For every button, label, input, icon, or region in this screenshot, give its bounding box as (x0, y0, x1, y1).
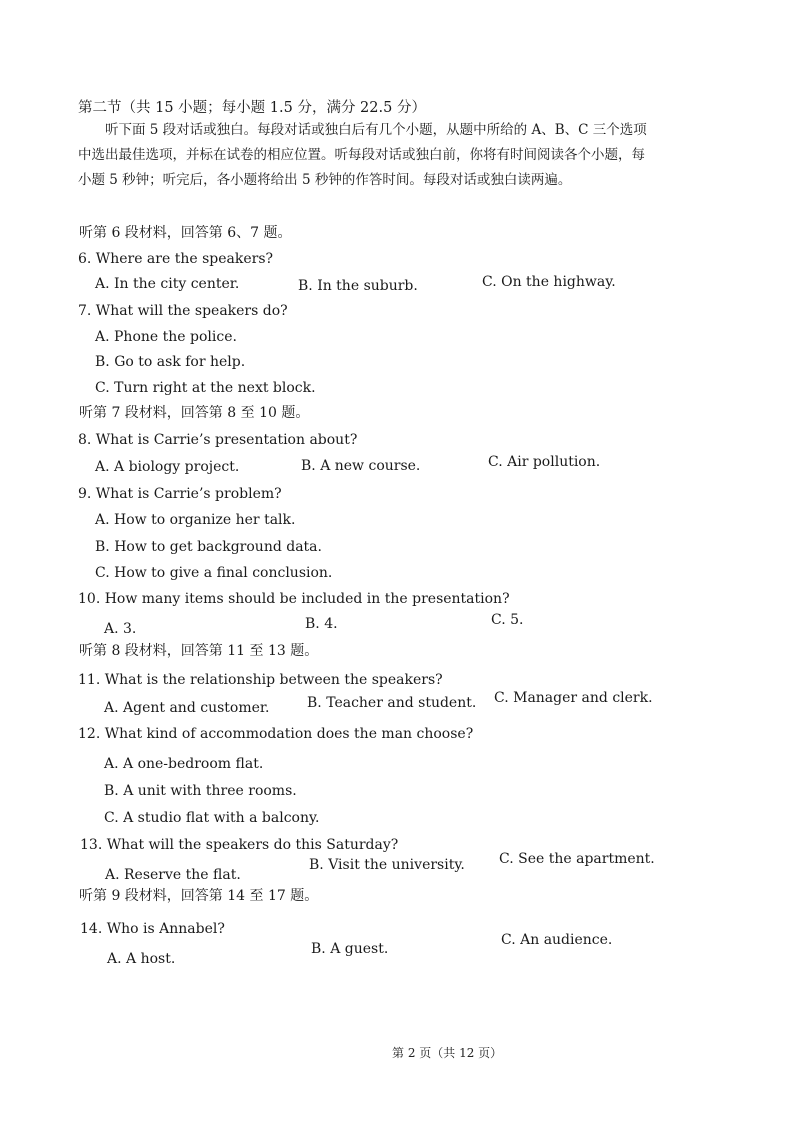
question-11-option-b: B. Teacher and student. (307, 695, 477, 711)
question-12-stem: 12. What kind of accommodation does the man choose? (78, 726, 474, 742)
question-13-option-b: B. Visit the university. (309, 857, 465, 873)
question-11-option-a: A. Agent and customer. (104, 700, 270, 716)
question-9-option-b: B. How to get background data. (95, 539, 322, 555)
question-8-stem: 8. What is Carrie’s presentation about? (78, 432, 358, 448)
question-12-option-c: C. A studio flat with a balcony. (104, 810, 320, 826)
question-7-option-c: C. Turn right at the next block. (95, 380, 316, 396)
question-9-stem: 9. What is Carrie’s problem? (78, 486, 282, 502)
question-6-option-b: B. In the suburb. (298, 278, 418, 294)
question-14-option-a: A. A host. (107, 951, 176, 967)
question-13-option-a: A. Reserve the flat. (105, 867, 241, 883)
question-10-option-c: C. 5. (491, 612, 524, 628)
material-7-heading: 听第 7 段材料，回答第 8 至 10 题。 (79, 405, 310, 421)
material-9-heading: 听第 9 段材料，回答第 14 至 17 题。 (79, 888, 319, 904)
question-6-stem: 6. Where are the speakers? (78, 251, 274, 267)
question-13-stem: 13. What will the speakers do this Saturday? (80, 837, 399, 853)
instruction-line-1: 听下面 5 段对话或独白。每段对话或独白后有几个小题，从题中所给的 A、B、C 三个选项 (78, 122, 647, 138)
instruction-line-3: 小题 5 秒钟；听完后，各小题将给出 5 秒钟的作答时间。每段对话或独白读两遍。 (78, 172, 572, 188)
question-14-option-c: C. An audience. (501, 932, 613, 948)
question-10-stem: 10. How many items should be included in the presentation? (78, 591, 510, 607)
question-11-stem: 11. What is the relationship between the speakers? (78, 672, 443, 688)
question-9-option-a: A. How to organize her talk. (95, 512, 296, 528)
question-11-option-c: C. Manager and clerk. (494, 690, 653, 706)
question-9-option-c: C. How to give a final conclusion. (95, 565, 333, 581)
question-12-option-b: B. A unit with three rooms. (104, 783, 297, 799)
page-footer: 第 2 页（共 12 页） (392, 1046, 503, 1060)
question-8-option-c: C. Air pollution. (488, 454, 601, 470)
question-7-option-a: A. Phone the police. (95, 329, 237, 345)
question-7-option-b: B. Go to ask for help. (95, 354, 246, 370)
question-13-option-c: C. See the apartment. (499, 851, 655, 867)
question-10-option-b: B. 4. (305, 616, 338, 632)
question-14-stem: 14. Who is Annabel? (80, 921, 225, 937)
material-8-heading: 听第 8 段材料，回答第 11 至 13 题。 (79, 643, 319, 659)
question-6-option-c: C. On the highway. (482, 274, 616, 290)
question-8-option-a: A. A biology project. (95, 459, 240, 475)
question-7-stem: 7. What will the speakers do? (78, 303, 288, 319)
question-14-option-b: B. A guest. (311, 941, 389, 957)
question-12-option-a: A. A one-bedroom flat. (104, 756, 264, 772)
section-title: 第二节（共 15 小题；每小题 1.5 分，满分 22.5 分） (78, 100, 426, 116)
instruction-line-2: 中选出最佳选项，并标在试卷的相应位置。听每段对话或独白前，你将有时间阅读各个小题，每 (78, 147, 645, 163)
question-10-option-a: A. 3. (104, 621, 137, 637)
question-8-option-b: B. A new course. (301, 458, 421, 474)
material-6-heading: 听第 6 段材料，回答第 6、7 题。 (79, 225, 292, 241)
question-6-option-a: A. In the city center. (95, 276, 240, 292)
